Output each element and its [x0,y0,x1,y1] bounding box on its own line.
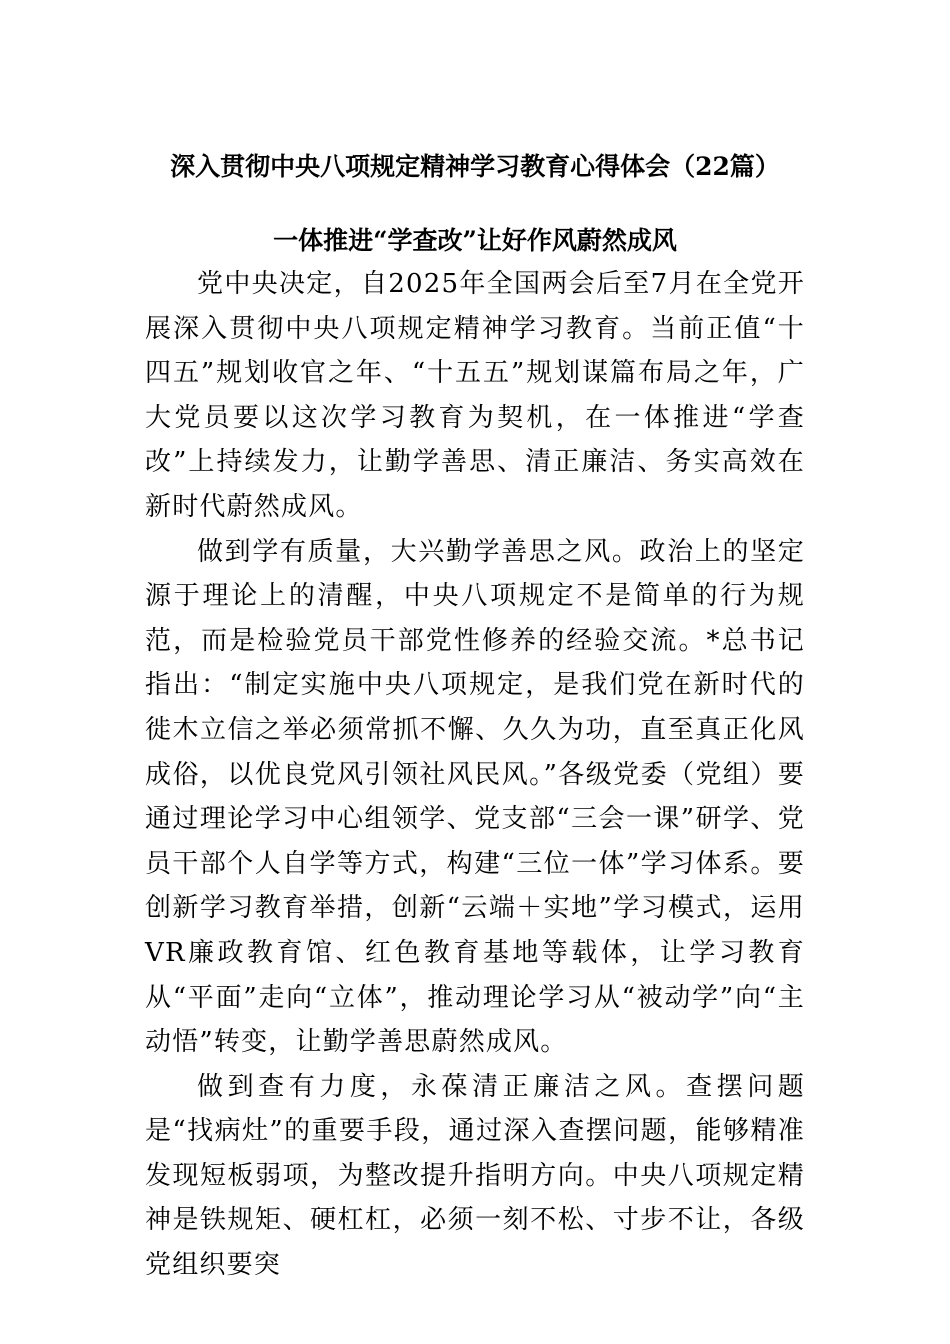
article-body [145,262,805,1288]
document-title: 深入贯彻中央八项规定精神学习教育心得体会（22篇） [170,152,780,181]
paragraph: 做到学有质量，大兴勤学善思之风。政治上的坚定源于理论上的清醒，中央八项规定不是简单的行为规范，而是检验党员干部党性修养的经验交流。*总书记指出：“制定实施中央八项规定，是我们党在新时代的徙木立信之举必须常抓不懈、久久为功，直至真正化风成俗，以优良党风引领社风民风。”各级党委（党组）要通过理论学习中心组领学、党支部“三会一课”研学、党员干部个人自学等方式，构建“三位一体”学习体系。要创新学习教育举措，创新“云端＋实地”学习模式，运用VR廉政教育馆、红色教育基地等载体，让学习教育从“平面”走向“立体”，推动理论学习从“被动学”向“主动悟”转变，让勤学善思蔚然成风。 [145,536,805,1058]
article-subtitle: 一体推进“学查改”让好作风蔚然成风 [273,226,677,255]
paragraph: 做到查有力度，永葆清正廉洁之风。查摆问题是“找病灶”的重要手段，通过深入查摆问题，能够精准发现短板弱项，为整改提升指明方向。中央八项规定精神是铁规矩、硬杠杠，必须一刻不松、寸步不让，各级党组织要突 [145,1071,805,1281]
paragraph: 党中央决定，自2025年全国两会后至7月在全党开展深入贯彻中央八项规定精神学习教育。当前正值“十四五”规划收官之年、“十五五”规划谋篇布局之年，广大党员要以这次学习教育为契机，在一体推进“学查改”上持续发力，让勤学善思、清正廉洁、务实高效在新时代蔚然成风。 [145,269,805,522]
